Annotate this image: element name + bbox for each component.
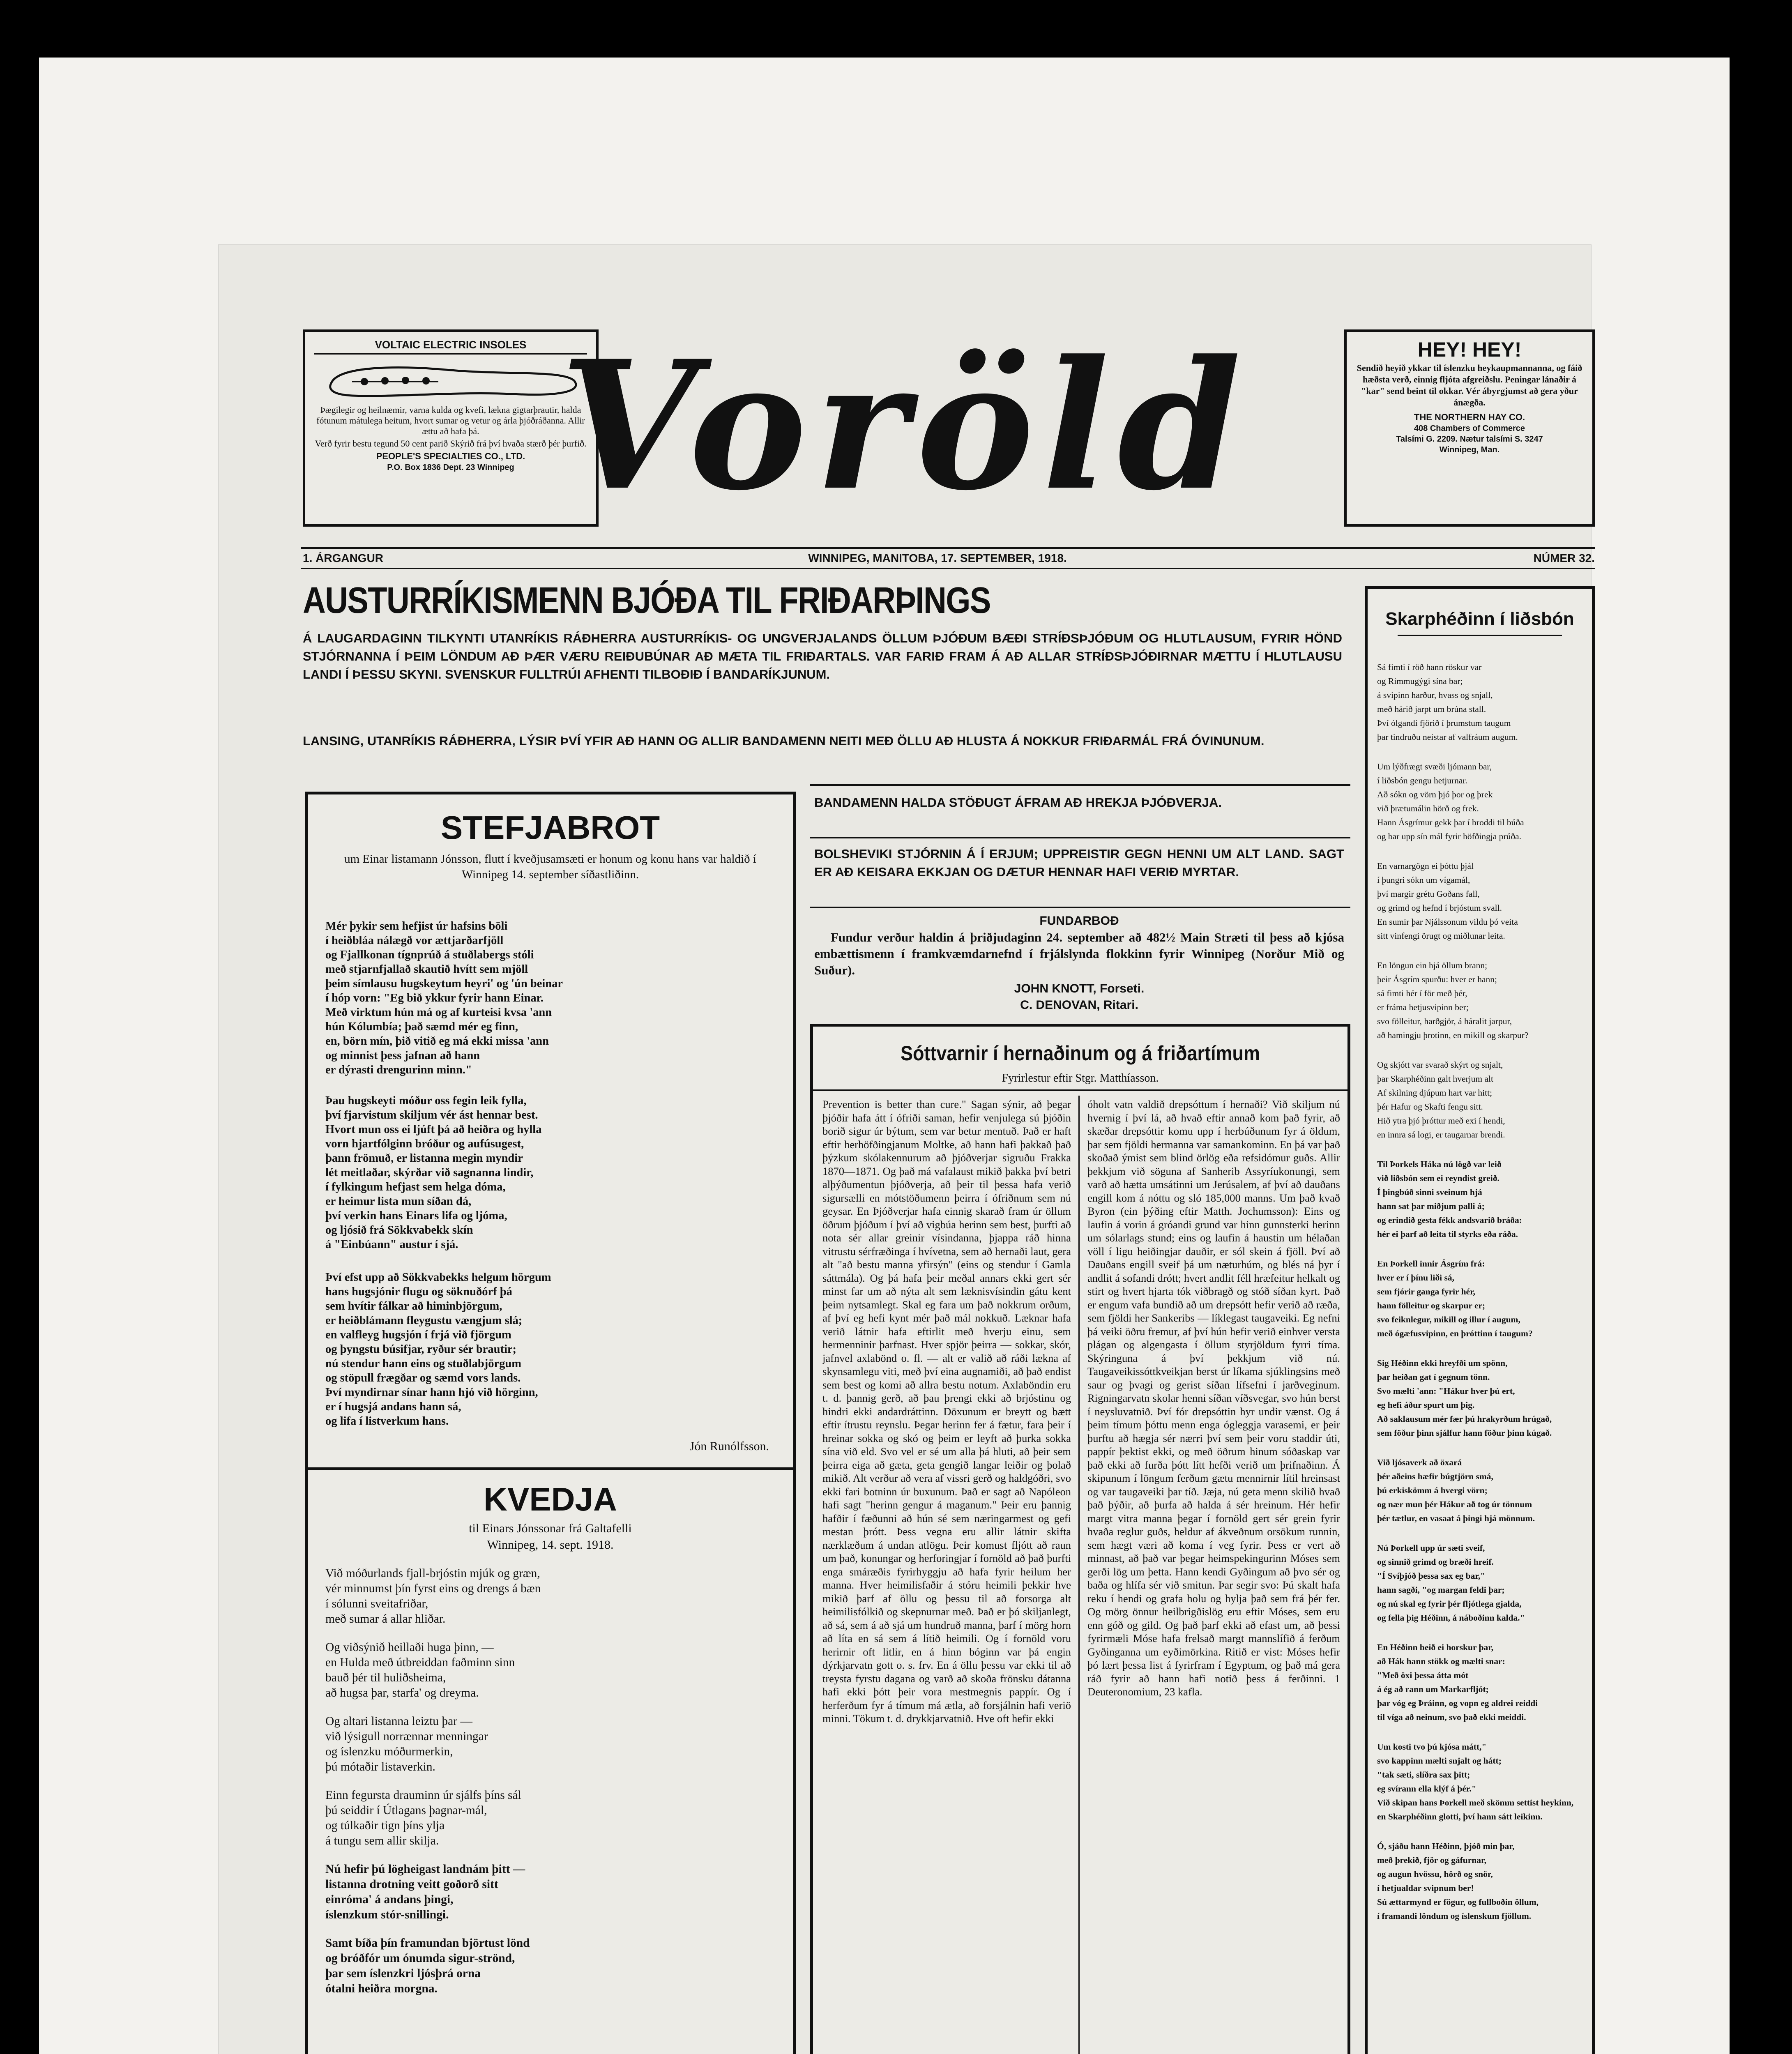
skarphedinn-stanza: Ó, sjáðu hann Héðinn, þjóð min þar, með þrekið, fjör og gáfurnar, og augun hvössu, hörð og snör, í hetjualdar svipnum ber! Sú ættarmynd er fögur, og fullboðin öllum, í framandi löndum og íslenskum fjöllum. <box>1377 1841 1539 1921</box>
ad-left-body: Þægilegir og heilnæmir, varna kulda og kvefi, lækna gigtarþrautir, halda fótunum mátulega heitum, hvort sumar og vetur og árla þjóðráðanna. Allir ættu að hafa þá. <box>316 405 585 436</box>
ad-right-address1: 408 Chambers of Commerce <box>1414 424 1525 433</box>
masthead-issue: NÚMER 32. <box>1533 552 1595 564</box>
kvedja-stanza-4: Einn fegursta drauminn úr sjálfs þíns sál þú seiddir í Útlagans þagnar-mál, og túlkaðir tign þíns ylja á tungu sem allir skilja. <box>325 1789 521 1847</box>
ad-left-company: PEOPLE'S SPECIALTIES CO., LTD. <box>376 451 525 461</box>
kvedja-stanza-2: Og viðsýnið heillaði huga þinn, — en Hulda með útbreiddan faðminn sinn bauð þér til huliðsheima, að hugsa þar, starfa' og dreyma. <box>325 1641 515 1699</box>
kvedja-stanza-1: Við móðurlands fjall-brjóstin mjúk og græn, vér minnumst þín fyrst eins og drengs á bæn í sólunni sveitafriðar, með sumar á allar hliðar. <box>325 1567 541 1626</box>
stefjabrot-stanza-3: Því efst upp að Sökkvabekks helgum hörgum hans hugsjónir flugu og söknuðórf þá sem hvítir fálkar að himinbjörgum, er heiðblámann fleygustu vængjum slá; en valfleyg hugsjón í frjá við fjörgum og þyngstu búsifjar, ryður sér brautir; nú stendur hann eins og stuðlabjörgum og stöpull frægðar og sæmd vors lands. Því myndirnar sínar hann hjó við hörginn, er í hugsjá andans hann sá, og lifa í listverkum hans. <box>325 1271 551 1428</box>
skarphedinn-stanza: Sig Héðinn ekki hreyfði um spönn, þar heiðan gat í gegnum tönn. Svo mælti 'ann: "Hákur hver þú ert, eg hefi áður spurt um þig. Að saklausum mér fær þú hrakyrðum hrúgað, sem föður þinn sjálfur hann föður þinn kúgað. <box>1377 1358 1552 1438</box>
skarphedinn-stanza: Um kosti tvo þú kjósa mátt," svo kappinn mælti snjalt og hátt; "tak sæti, slíðra sax þitt; eg svírann ella klýf á þér." Við skipan hans Þorkell með skömm settist heykinn, en Skarphéðinn glotti, því hann sátt leikinn. <box>1377 1742 1574 1821</box>
skarphedinn-stanza: Nú Þorkell upp úr sæti sveif, og sinnið grimd og bræði hreif. "Í Svíþjóð þessa sax eg bar," hann sagði, "og margan feldi þar; og nú skal eg fyrir þér fljótlega gjalda, og fella þig Héðinn, á náboðinn kalda." <box>1377 1543 1525 1623</box>
kvedja-subtitle: til Einars Jónssonar frá Galtafelli <box>469 1522 632 1535</box>
kvedja-date: Winnipeg, 14. sept. 1918. <box>487 1538 614 1552</box>
sottvarnir-rule <box>813 1089 1347 1091</box>
ad-right-company: THE NORTHERN HAY CO. <box>1414 412 1525 422</box>
skarphedinn-poem <box>1377 660 1585 2054</box>
skarphedinn-stanza: En varnargögn ei þóttu þjál í þungri sókn um vígamál, því margir grétu Goðans fall, og grimd og hefnd í brjóstum svall. En sumir þar Njálssonum vildu þó veita sitt vinfengi örugt og miðlunar leita. <box>1377 861 1518 941</box>
ad-left-address: P.O. Box 1836 Dept. 23 Winnipeg <box>387 463 514 472</box>
masthead-rule-top <box>301 547 1595 549</box>
left-column-divider <box>308 1467 793 1470</box>
masthead-volume: 1. ÁRGANGUR <box>303 552 384 564</box>
sottvarnir-column-1: Prevention is better than cure." Sagan sýnir, að þegar þjóðir hafa átt í ófriði saman, hefir venjulega sú þjóðin borið sigur úr býtum, sem var betur mentuð. Það er haft eftir herhöfðingjanum Moltke, að hann hafi þakkað það þýzkum skólakennurum að þjóðverjar sigruðu Frakka 1870—1871. Og það má vafalaust mikið þakka því betri alþýðumentun þjóðverja, að þeir til þessa hafa verið sigursælli en mótstöðumenn þeirra í ófriðnum sem nú geysar. En Þjóðverjar hafa einnig skarað fram úr öllum öðrum þjóðum í því að vigbúa herinn sem best, þurfti að nota sér allar greinir vísindanna, þjappa ráð hinna vitrustu sérfræðinga í hvívetna, sem að hernaði laut, gera alt "að bestu manna yfirsýn" (eins og stendur í Gamla sáttmála). Og þá hafa þeir meðal annars ekki gert sér minst far um að nýta alt sem læknisvísindin gátu kent þeim nytsamlegt. Skal eg fara um það nokkrum orðum, af því eg hefi kynt mér það mál nokkuð. Læknar hafa verið látnir hafa eftirlit með hverju einu, sem hermenninir þarfnast. Hver spjör þeirra — sokkar, skór, jafnvel axlabönd o. fl. — alt er valið að ráði lækna af skynsamlegu viti, með því eina augnamiði, að það endist sem best og komi að allra bestu notum. Axlaböndin eru t. d. þannig gerð, að þau þrengi ekki að brjóstinu og hindri ekki andardráttinn. Döxunum er breytt og bætt eftir ítrustu reynslu. Þegar herinn fer á fætur, fara þeir í hreinar sokka og skó og þeim er leyft að þurka sokka sína við eld. Svo vel er sé um alla þá hluti, að þeir sem þeirra eiga að gæta, geta gengið langar leiðir og þolað mikið. Alt verður að vera af vissri gerð og haldgóðri, svo ekki fari botninn úr buxunum. Það er sagt að Napóleon hafi sagt "herinn gengur á maganum." Þeir eru þannig hafðir í fæðunni að hún sé sem næringarmest og gefi mestan þrótt. Þess vegna eru allir látnir skifta nærklæðum á undan atlögu. Þeir komust fljótt að raun um það, konungar og herforingjar í fornöld að það þurfti enga smáræðis fyrirhyggju að hafa fyrir heilum her manna. Hver heimilisfaðir á stóru heimili þekkir hve mikið þarf af öllu og þessu til að forsorga alt heimilisfólkið og skepnurnar með. Það er þó skiljanlegt, að sá, sem á að sjá um hundruð manna, þarf í mörg horn að líta en sá sem á lítið heimili. Og í fornöld voru herirnir oft litlir, en á hinn bóginn var þá engin dýrkjarvatn gott o. s. frv. En á öllu þessu var ekki til að treysta fyrstu dagana og varð að skoða frönsku dátanna hafi ekki þótt þeir vora mestmegnis pappír. Og í herferðum fyr á tímum má ætla, að forsjálnin hafi veriö minni. Tökum t. d. drykkjarvatnið. Hve oft hefir ekki <box>822 1098 1071 1725</box>
lead-deck-1: Á LAUGARDAGINN TILKYNTI UTANRÍKIS RÁÐHERRA AUSTURRÍKIS- OG UNGVERJALANDS ÖLLUM ÞJÓÐUM BÆÐI STRÍÐSÞJÓÐUM OG HLUTLAUSUM, FYRIR HÖND STJÓRNANNA Í ÞEIM LÖNDUM AÐ ÞÆR VÆRU REIÐUBÚNAR AÐ MÆTA TIL FRIÐARTALS. VAR FARIÐ FRAM Á AÐ ALLAR STRÍÐSÞJÓÐIRNAR MÆTTU Í HLUTLAUSU LANDI Í ÞESSU SKYNI. SVENSKUR FULLTRÚI AFHENTI TILBOÐIÐ Í BANDARÍKJUNUM. <box>303 631 1342 682</box>
lead-headline: AUSTURRÍKISMENN BJÓÐA TIL FRIÐARÞINGS <box>303 580 990 621</box>
sottvarnir-title: Sóttvarnir í hernaðinum og á friðartímum <box>900 1042 1260 1065</box>
skarphedinn-title-rule <box>1398 635 1562 636</box>
lead-deck-2: LANSING, UTANRÍKIS RÁÐHERRA, LÝSIR ÞVÍ YFIR AÐ HANN OG ALLIR BANDAMENN NEITI MEÐ ÖLLU AÐ HLUSTA Á NOKKUR FRIÐARMÁL FRÁ ÓVINUNUM. <box>303 734 1265 748</box>
masthead-title: Voröld <box>560 322 1250 530</box>
sottvarnir-column-divider <box>1078 1096 1080 2054</box>
stefjabrot-stanza-2: Þau hugskeyti móður oss fegin leik fylla, því fjarvistum skiljum vér ást hennar best. Hvort mun oss ei ljúft þá að heiðra og hylla vorn hjartfólginn bróður og aufúsugest, þann frömuð, er listanna megin myndir lét meitlaðar, skýrðar við sagnanna lindir, í fylkingum hefjast sem helga dóma, er heimur lista mun síðan dá, því verkin hans Einars lifa og ljóma, og ljósið frá Sökkvabekk skín á "Einbúann" austur í sjá. <box>325 1094 542 1251</box>
sottvarnir-byline: Fyrirlestur eftir Stgr. Matthíasson. <box>1002 1072 1159 1085</box>
skarphedinn-title: Skarphéðinn í liðsbón <box>1385 609 1574 629</box>
kvedja-stanza-5: Nú hefir þú lögheigast landnám þitt — listanna drotning veitt goðorð sitt einróma' á andans þingi, íslenzkum stór-snillingi. <box>325 1863 525 1921</box>
skarphedinn-stanza: Við ljósaverk að öxará þér aðeins hæfir búgtjörn smá, þú erkiskömm á hvergi vörn; og nær mun þér Hákur að tog úr tönnum þér tætlur, en vasaat á þingi hjá mönnum. <box>1377 1458 1535 1523</box>
brief-divider-1 <box>810 837 1350 838</box>
stefjabrot-subtitle: um Einar listamann Jónsson, flutt í kveðjusamsæti er honum og konu hans var haldið í Winnipeg 14. september síðastliðinn. <box>344 852 756 881</box>
fundarbod-sig-1: JOHN KNOTT, Forseti. <box>1014 982 1145 995</box>
skarphedinn-stanza: En Héðinn beið ei horskur þar, að Hák hann stökk og mælti snar: "Með öxi þessa átta mót á ég að rann um Markarfljót; þar vóg eg Þráinn, og vopn eg aldrei reiddi til víga að neinum, svo það ekki meiddi. <box>1377 1642 1538 1722</box>
kvedja-title: KVEDJA <box>484 1481 617 1517</box>
ad-left-title: VOLTAIC ELECTRIC INSOLES <box>314 338 587 355</box>
stefjabrot-signature: Jón Runólfsson. <box>689 1439 769 1453</box>
brief-bandamenn: BANDAMENN HALDA STÖÐUGT ÁFRAM AÐ HREKJA ÞJÓÐVERJA. <box>814 795 1222 810</box>
ad-left-price: Verð fyrir bestu tegund 50 cent parið Skýrið frá því hvaða stærð þér þurfið. <box>315 438 587 449</box>
stefjabrot-title: STEFJABROT <box>440 809 660 846</box>
skarphedinn-stanza: Til Þorkels Háka nú lögð var leið við liðsbón sem ei reyndist greið. Í þingbúð sinni sveinum hjá hann sat þar miðjum palli á; og erindið gesta fékk andsvarið bráða: hér ei þarf að leita til styrks eða ráða. <box>1377 1159 1522 1239</box>
insole-icon <box>315 358 586 403</box>
skarphedinn-stanza: En Þorkell innir Ásgrím frá: hver er í þínu liði sá, sem fjórir ganga fyrir hér, hann fölleitur og skarpur er; svo feiknlegur, mikill og illur í augum, með ógæfusvipinn, en þróttinn í taugum? <box>1377 1259 1533 1338</box>
fundarbod-title: FUNDARBOÐ <box>1039 914 1119 928</box>
skarphedinn-stanza: Um lýðfrægt svæði ljómann bar, í liðsbón gengu hetjurnar. Að sókn og vörn þjó þor og þrek við þrætumálin hörð og frek. Hann Ásgrímur gekk þar í broddi til búða og bar upp sín mál fyrir höfðingja prúða. <box>1377 762 1524 841</box>
brief-divider-2 <box>810 907 1350 908</box>
skarphedinn-stanza: En löngun ein hjá öllum brann; þeir Ásgrím spurðu: hver er hann; sá fimti hér í för með þér, er fráma hetjusvipinn ber; svo fölleitur, harðgjör, á háralit jarpur, að hamingju þrotinn, en mikill og skarpur? <box>1377 960 1529 1040</box>
ad-right-address2: Talsími G. 2209. Nætur talsími S. 3247 <box>1396 435 1543 444</box>
newspaper-page <box>218 244 1595 2054</box>
fundarbod-body: Fundur verður haldin á þriðjudaginn 24. september að 482½ Main Stræti til þess að kjósa embættismenn í framkvæmdarnefnd í frjálslynda flokkinn fyrir Winnipeg (Norður Mið og Suður). <box>814 930 1344 977</box>
skarphedinn-stanza: Og skjótt var svarað skýrt og snjalt, þar Skarphéðinn galt hverjum alt Af skilning djúpum hart var hitt; þér Hafur og Skafti fengu sitt. Hið ytra þjó þróttur með exi í hendi, en innra sá logi, er taugarnar brendi. <box>1377 1060 1505 1140</box>
sottvarnir-column-2: óholt vatn valdið drepsóttum í hernaði? Við skiljum nú hvernig í því lá, að hvað eftir annað kom það fyrir, að skæðar drepsóttir komu upp í herbúðunum fyr á öldum, þar sem fjöldi hermanna var samankominn. En þá var það skoðað ýmist sem blind örlög eða refsidómur guðs. Allir þekkjum við söguna af Sanherib Assyríukonungi, sem varð að hætta umsátinni um Jerúsalem, af því að dauðans engill kom á nóttu og sló 185,000 manns. Um það kvað Byron (ein þýðing eftir Matth. Jochumsson): Eins og laufin á vorin á gróandi grund var hinn gunnsterki herinn um sólarlags stund; eins og laufin á haustin um hélaðan völl í ligu heiðingjar dauðir, er sól skein á fjöll. Því að Dauðans engill sveif þá um næturhúm, og blés ná þyr í andlit á sofandi drótt; hvert andlit féll hræfeitur helkalt og stirt og hvert hjarta tók viðbragð og stóð síðan kyrt. Það er engum vafa bundið að um drepsótt hefir verið að ræða, sem fjöldi her Sankeribs — líklegast taugaveiki. Eg nefni þá veiki öðru fremur, af því hún hefir verið einhver versta plágan og algengasta í öllum styrjöldum fyrri tíma. Skýringuna á því þekkjum við nú. Taugaveikissóttkveikjan berst úr líkama sjúklingsins með saur og þvagi og gerist síðan lífsefni í jarðveginum. Rigningarvatn skolar henni síðan víðsvegar, svo hún berst í neysluvatnið. Því fór drepsóttin hyr undir vænst. Og á þeim tímum þóttu menn enga ógleggja varasemi, er þeir þurftu að hægja sér nærri því sem þeir voru staddir úti, pappír þektist ekki, og með öðrum hinum sóðaskap var það ekki að furða þótt lítt hefði verið um þrifnaðinn. Á skipunum í löngum ferðum gætu mennirnir lítil hreinsast og var taugaveiki þar tíð. Jæja, nú geta menn skilið hvað það þýðir, að þurfa að halda á sér hreinum. Hér hefir margt vitra manna þegar í fornöld gert sér grein fyrir hvaða reglur guðs, heldur af ákveðnum orsökum runnin, sem hægt væri að koma í veg fyrir. Þess er vert að minnast, að það var þegar heimspekingurinn Móses sem gerði lög um þetta. Hann kendi Gyðingum að þvo sér og baða og hlífa sér við smitun. Þar segir svo: Þú skalt hafa reku í hendi og grafa holu og hylja það sem frá þér fer. Og mörg önnur heilbrigðislög eru eftir Móses, sem eru enn góð og gild. Og það þarf ekki að efast um, að þessi fyrirmæli Móse hafa frelsað margt mannslífið á ferðum Gyðinganna um eyðimörkina. Ritið er vist: Móses hefir þó lært þessa list á fyrirfram í Egyptum, og það má gera ráð fyrir að hann hafi notið þess á ferðinni. 1 Deuteronomium, 23 kafla. <box>1087 1098 1340 1698</box>
stefjabrot-stanza-1: Mér þykir sem hefjist úr hafsins böli í heiðbláa nálægð vor ættjarðarfjöll og Fjallkonan tígnprúð á stuðlabergs stóli með stjarnfjallað skautið hvítt sem mjöll þeim símlausu hugskeytum heyri' og 'ún beinar í hóp vorn: "Eg bið ykkur fyrir hann Einar. Með virktum hún má og af kurteisi kvsa 'ann hún Kólumbía; það sæmd mér eg finn, en, börn mín, þið vitið eg má ekki missa 'ann og minnist þess jafnan að hann er dýrasti drengurinn minn." <box>325 920 563 1076</box>
ad-voltaic-insoles <box>303 329 599 527</box>
kvedja-stanza-6: Samt bíða þín framundan björtust lönd og bróðfór um ónumda sigur-strönd, þar sem íslenzkri ljósþrá orna ótalni heiðra morgna. <box>325 1937 530 1995</box>
brief-bolsheviki: BOLSHEVIKI STJÓRNIN Á Í ERJUM; UPPREISTIR GEGN HENNI UM ALT LAND. SAGT ER AÐ KEISARA EKKJAN OG DÆTUR HENNAR HAFI VERIÐ MYRTAR. <box>814 847 1344 879</box>
ad-northern-hay <box>1344 329 1595 527</box>
skarphedinn-stanza: Sá fimti í röð hann röskur var og Rimmugýgi sína bar; á svipinn harður, hvass og snjall, með hárið jarpt um brúna stall. Því ólgandi fjörið í þrumstum taugum þar tindruðu neistar af valfráum augum. <box>1377 662 1518 742</box>
fundarbod-sig-2: C. DENOVAN, Ritari. <box>1020 998 1138 1012</box>
kvedja-stanza-3: Og altari listanna leiztu þar — við lýsigull norrænnar menningar og íslenzku móðurmerkin, þú mótaðir listaverkin. <box>325 1715 488 1773</box>
ad-right-body: Sendið heyið ykkar til íslenzku heykaupmannanna, og fáið hæðsta verð, einnig fljóta afgreiðslu. Peningar lánaðir á "kar" send beint til okkar. Vér ábyrgjumst að gera yður ánægða. <box>1357 363 1582 408</box>
ad-right-title: HEY! HEY! <box>1417 338 1522 361</box>
lead-divider <box>810 784 1350 786</box>
masthead-dateline: WINNIPEG, MANITOBA, 17. SEPTEMBER, 1918. <box>808 552 1067 564</box>
masthead-rule-bottom <box>301 568 1595 569</box>
ad-right-city: Winnipeg, Man. <box>1439 445 1500 454</box>
